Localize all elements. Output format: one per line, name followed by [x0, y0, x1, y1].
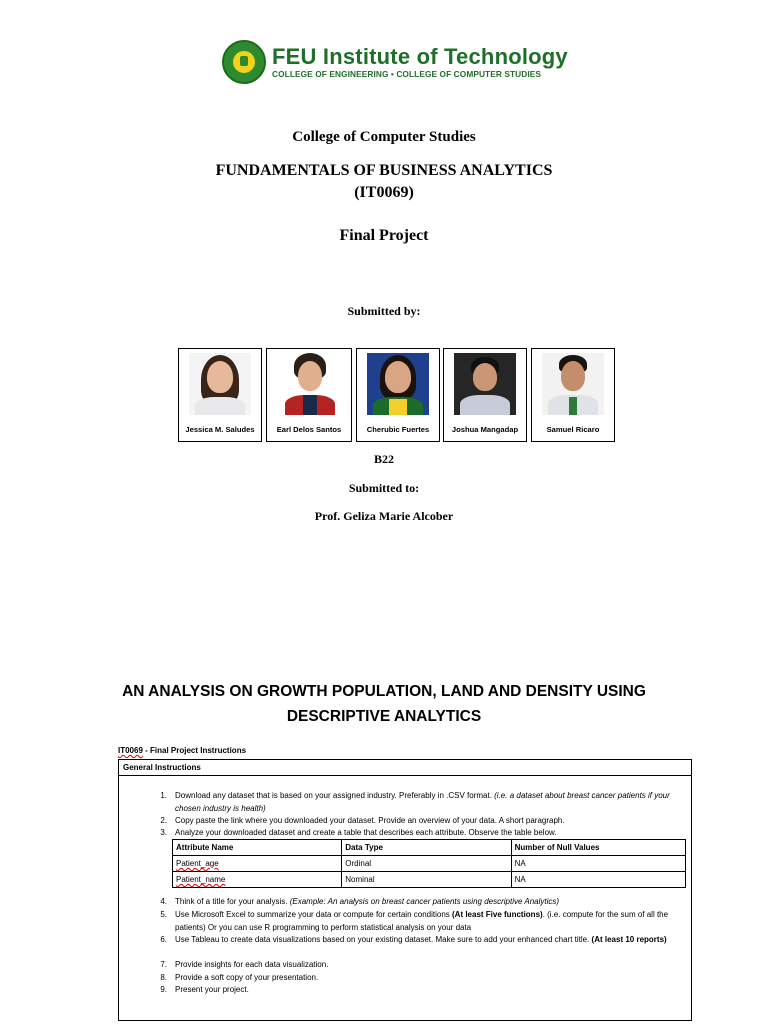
member-card	[178, 348, 262, 442]
course-code: (IT0069)	[354, 184, 414, 201]
item-number: 2.	[160, 816, 167, 825]
table-header: Data Type	[342, 840, 511, 856]
member-photo	[454, 353, 516, 415]
member-name: Joshua Mangadap	[451, 425, 519, 434]
item-text: Download any dataset that is based on your assigned industry. Preferably in .CSV format.	[175, 791, 495, 800]
item-number: 1.	[160, 791, 167, 800]
item-text: Provide insights for each data visualization.	[175, 960, 329, 969]
item-emphasis: (At least Five functions)	[452, 910, 543, 919]
table-header: Number of Null Values	[511, 840, 685, 856]
item-example: (Example: An analysis on breast cancer patients using descriptive Analytics)	[289, 897, 560, 906]
item-example: (i.e. a dataset about breast cancer patients if your chosen industry is health)	[175, 791, 670, 813]
item-text: Think of a title for your analysis.	[175, 897, 290, 906]
item-number: 6.	[160, 935, 167, 944]
item-number: 9.	[160, 985, 167, 994]
table-cell: NA	[511, 856, 685, 872]
document-type: Final Project	[339, 227, 429, 244]
item-emphasis: (At least 10 reports)	[591, 935, 667, 944]
member-card	[356, 348, 440, 442]
item-text: Use Tableau to create data visualizations based on your existing dataset. Make sure to add your enhanced chart title.	[175, 935, 592, 944]
instructions-header-text: - Final Project Instructions	[142, 746, 247, 755]
member-name: Jessica M. Saludes	[185, 425, 255, 434]
table-cell: Patient_age	[173, 856, 342, 872]
item-text: Use Microsoft Excel to summarize your data or compute for certain conditions	[175, 910, 452, 919]
table-row	[173, 872, 686, 888]
logo-subtitle: COLLEGE OF ENGINEERING • COLLEGE OF COMPUTER STUDIES	[272, 68, 542, 79]
item-number: 5.	[160, 910, 167, 919]
table-row	[173, 856, 686, 872]
feu-logo	[222, 38, 568, 86]
project-title-line-2: DESCRIPTIVE ANALYTICS	[286, 708, 482, 725]
member-photo	[367, 353, 429, 415]
member-card	[443, 348, 527, 442]
section-code: B22	[373, 452, 394, 466]
submitted-by-label: Submitted by:	[347, 304, 421, 318]
attribute-table	[172, 839, 686, 888]
table-header: Attribute Name	[173, 840, 342, 856]
item-number: 8.	[160, 973, 167, 982]
instructions-box	[118, 759, 692, 1021]
item-text: Copy paste the link where you downloaded your dataset. Provide an overview of your data. A short paragraph.	[175, 816, 565, 825]
submitted-to-label: Submitted to:	[348, 481, 420, 495]
table-cell: Patient_name	[173, 872, 342, 888]
college-name: College of Computer Studies	[292, 129, 476, 145]
table-cell: Ordinal	[342, 856, 511, 872]
member-photo	[189, 353, 251, 415]
member-name: Earl Delos Santos	[276, 425, 342, 434]
professor-name: Prof. Geliza Marie Alcober	[314, 509, 454, 523]
item-text: Analyze your downloaded dataset and create a table that describes each attribute. Observe the table below.	[175, 828, 557, 837]
item-text: Provide a soft copy of your presentation.	[175, 973, 319, 982]
member-photo	[279, 353, 341, 415]
item-text: Present your project.	[175, 985, 249, 994]
general-instructions-label: General Instructions	[119, 760, 691, 776]
member-photo	[542, 353, 604, 415]
member-name: Samuel Ricaro	[546, 425, 600, 434]
item-number: 7.	[160, 960, 167, 969]
item-text: . (i.e. compute for the sum of all the patients) Or you can use R programming to perform statistical analysis on your data	[175, 910, 669, 932]
course-title: FUNDAMENTALS OF BUSINESS ANALYTICS	[215, 162, 553, 179]
logo-title: FEU Institute of Technology	[272, 43, 568, 69]
table-cell: NA	[511, 872, 685, 888]
table-cell: Nominal	[342, 872, 511, 888]
member-card	[531, 348, 615, 442]
item-number: 3.	[160, 828, 167, 837]
item-number: 4.	[160, 897, 167, 906]
member-name: Cherubic Fuertes	[366, 425, 430, 434]
project-title-line-1: AN ANALYSIS ON GROWTH POPULATION, LAND AND DENSITY USING	[122, 683, 646, 700]
instructions-code: IT0069	[118, 746, 143, 755]
feu-seal-icon	[222, 40, 266, 84]
member-card	[266, 348, 352, 442]
instructions-header	[118, 746, 246, 755]
